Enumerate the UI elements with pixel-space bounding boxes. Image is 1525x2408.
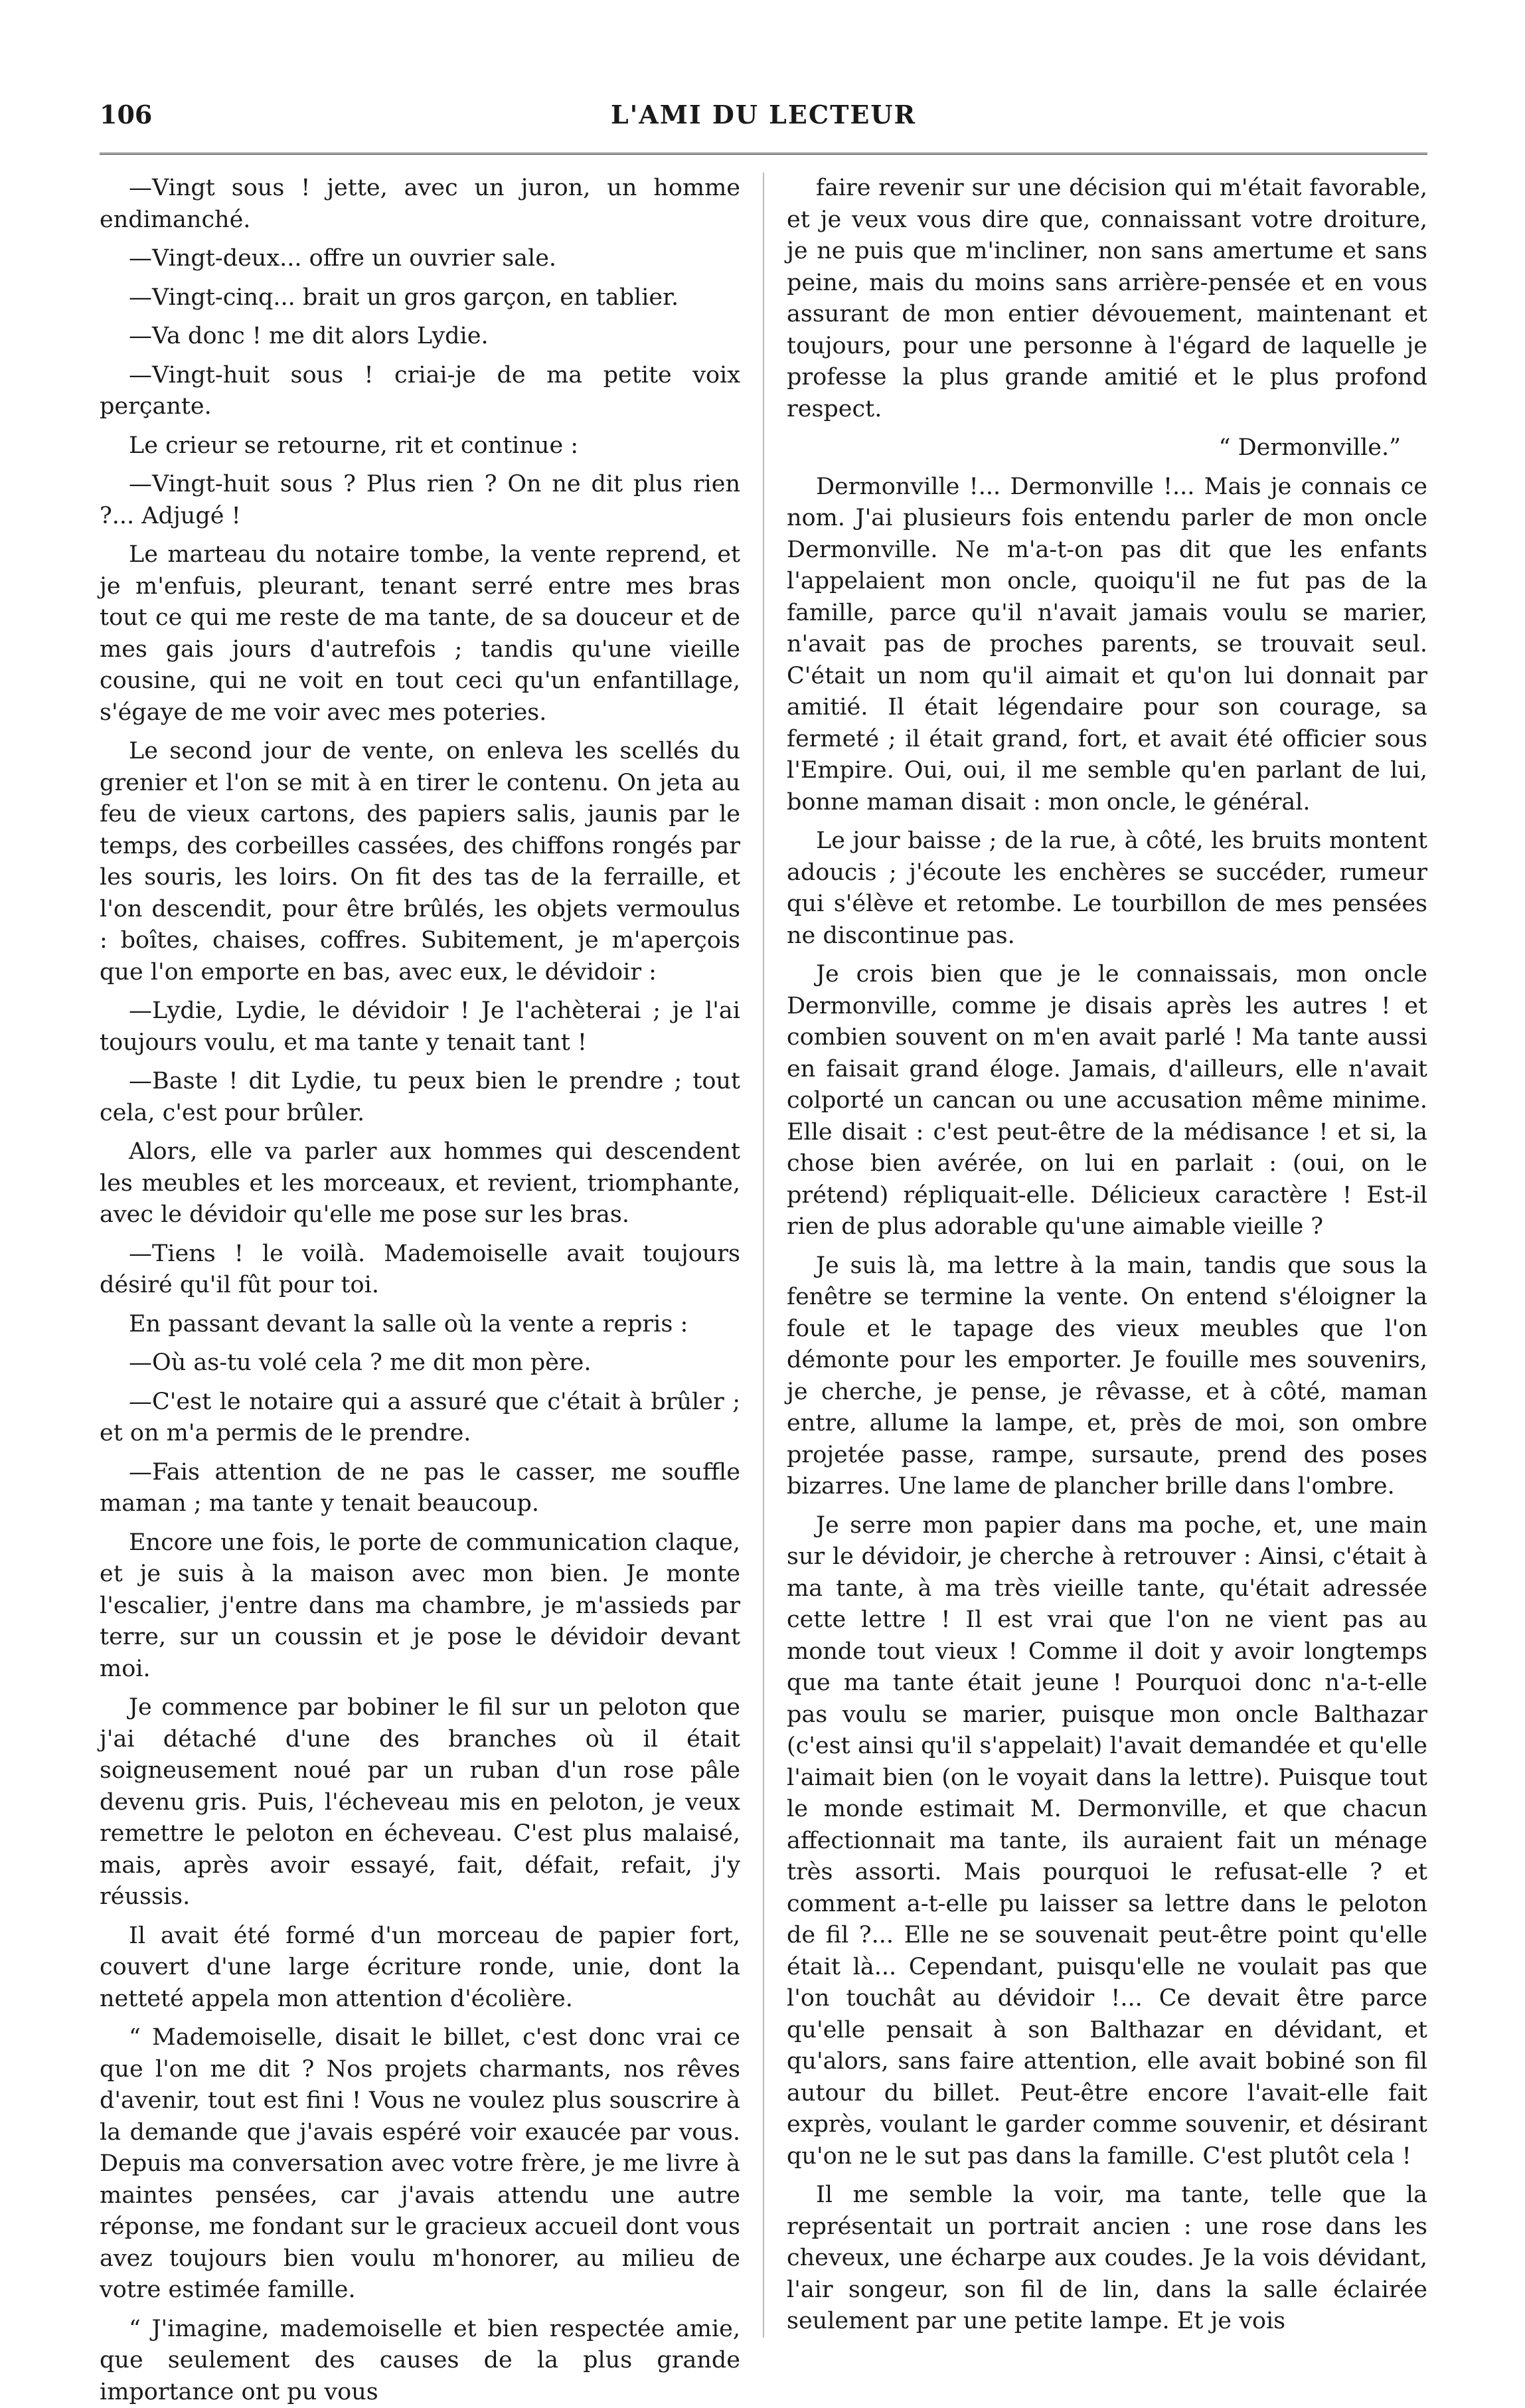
paragraph: —Vingt-deux... offre un ouvrier sale. (100, 243, 740, 275)
paragraph: Alors, elle va parler aux hommes qui descendent les meubles et les morceaux, et revient, triomphante, avec le dévidoir qu'elle me pose sur les bras. (100, 1136, 740, 1231)
letter-signature: “ Dermonville.” (787, 432, 1427, 464)
text-columns (100, 173, 1427, 2338)
page-header (100, 100, 1427, 146)
paragraph: Je commence par bobiner le fil sur un peloton que j'ai détaché d'une des branches où il était soigneusement noué par un ruban d'un rose pâle devenu gris. Puis, l'écheveau mis en peloton, je veux remettre le peloton en écheveau. C'est plus malaisé, mais, après avoir essayé, fait, défait, refait, j'y réussis. (100, 1692, 740, 1913)
page (100, 100, 1427, 2338)
paragraph: —Lydie, Lydie, le dévidoir ! Je l'achèterai ; je l'ai toujours voulu, et ma tante y tenait tant ! (100, 995, 740, 1059)
right-column (787, 173, 1427, 2338)
header-rule (100, 153, 1427, 155)
paragraph: —C'est le notaire qui a assuré que c'était à brûler ; et on m'a permis de le prendre. (100, 1387, 740, 1450)
paragraph: —Fais attention de ne pas le casser, me souffle maman ; ma tante y tenait beaucoup. (100, 1457, 740, 1520)
paragraph: —Tiens ! le voilà. Mademoiselle avait toujours désiré qu'il fût pour toi. (100, 1239, 740, 1302)
paragraph: —Vingt-huit sous ? Plus rien ? On ne dit plus rien ?... Adjugé ! (100, 469, 740, 532)
paragraph: Il avait été formé d'un morceau de papier fort, couvert d'une large écriture ronde, unie, dont la netteté appela mon attention d'écolière. (100, 1921, 740, 2016)
paragraph: Le marteau du notaire tombe, la vente reprend, et je m'enfuis, pleurant, tenant serré entre mes bras tout ce qui me reste de ma tante, de sa douceur et de mes gais jours d'autrefois ; tandis qu'une vieille cousine, qui ne voit en tout ceci qu'un enfantillage, s'égaye de me voir avec mes poteries. (100, 539, 740, 729)
paragraph: —Vingt sous ! jette, avec un juron, un homme endimanché. (100, 173, 740, 236)
paragraph: Je crois bien que je le connaissais, mon oncle Dermonville, comme je disais après les autres ! et combien souvent on m'en avait parlé ! Ma tante aussi en faisait grand éloge. Jamais, d'ailleurs, elle n'avait colporté un cancan ou une accusation même minime. Elle disait : c'est peut-être de la médisance ! et si, la chose bien avérée, on lui en parlait : (oui, on le prétend) répliquait-elle. Délicieux caractère ! Est-il rien de plus adorable qu'une aimable vieille ? (787, 959, 1427, 1243)
paragraph: En passant devant la salle où la vente a repris : (100, 1309, 740, 1341)
paragraph: Dermonville !... Dermonville !... Mais je connais ce nom. J'ai plusieurs fois entendu parler de mon oncle Dermonville. Ne m'a-t-on pas dit que les enfants l'appelaient mon oncle, quoiqu'il ne fut pas de la famille, parce qu'il n'avait jamais voulu se marier, n'avait pas de proches parents, se trouvait seul. C'était un nom qu'il aimait et qu'on lui donnait par amitié. Il était légendaire pour son courage, sa fermeté ; il était grand, fort, et avait été officier sous l'Empire. Oui, oui, il me semble qu'en parlant de lui, bonne maman disait : mon oncle, le général. (787, 472, 1427, 819)
left-column (100, 173, 740, 2338)
column-divider (763, 173, 764, 2338)
paragraph: Il me semble la voir, ma tante, telle que la représentait un portrait ancien : une rose dans les cheveux, une écharpe aux coudes. Je la vois dévidant, l'air songeur, son fil de lin, dans la salle éclairée seulement par une petite lampe. Et je vois (787, 2180, 1427, 2338)
paragraph: Le second jour de vente, on enleva les scellés du grenier et l'on se mit à en tirer le contenu. On jeta au feu de vieux cartons, des papiers salis, jaunis par le temps, des corbeilles cassées, des chiffons rongés par les souris, les loirs. On fit des tas de la ferraille, et l'on descendit, pour être brûlés, les objets vermoulus : boîtes, chaises, coffres. Subitement, je m'aperçois que l'on emporte en bas, avec eux, le dévidoir : (100, 736, 740, 988)
paragraph: —Où as-tu volé cela ? me dit mon père. (100, 1347, 740, 1379)
paragraph: Je suis là, ma lettre à la main, tandis que sous la fenêtre se termine la vente. On entend s'éloigner la foule et le tapage des vieux meubles que l'on démonte pour les emporter. Je fouille mes souvenirs, je cherche, je pense, je rêvasse, et à côté, maman entre, allume la lampe, et, près de moi, son ombre projetée passe, rampe, sursaute, prend des poses bizarres. Une lame de plancher brille dans l'ombre. (787, 1250, 1427, 1503)
paragraph: faire revenir sur une décision qui m'était favorable, et je veux vous dire que, connaissant votre droiture, je ne puis que m'incliner, non sans amertume et sans peine, mais du moins sans arrière-pensée et en vous assurant de mon entier dévouement, maintenant et toujours, pour une personne à l'égard de laquelle je professe la plus grande amitié et le plus profond respect. (787, 173, 1427, 425)
paragraph: Encore une fois, le porte de communication claque, et je suis à la maison avec mon bien. Je monte l'escalier, j'entre dans ma chambre, je m'assieds par terre, sur un coussin et je pose le dévidoir devant moi. (100, 1527, 740, 1685)
paragraph: —Vingt-cinq... brait un gros garçon, en tablier. (100, 282, 740, 314)
paragraph: —Va donc ! me dit alors Lydie. (100, 321, 740, 353)
paragraph: “ J'imagine, mademoiselle et bien respectée amie, que seulement des causes de la plus grande importance ont pu vous (100, 2314, 740, 2408)
paragraph: —Baste ! dit Lydie, tu peux bien le prendre ; tout cela, c'est pour brûler. (100, 1066, 740, 1129)
paragraph: —Vingt-huit sous ! criai-je de ma petite voix perçante. (100, 360, 740, 423)
page-number: 106 (100, 100, 152, 129)
paragraph: Le crieur se retourne, rit et continue : (100, 430, 740, 462)
journal-title: L'AMI DU LECTEUR (100, 100, 1427, 129)
paragraph: Le jour baisse ; de la rue, à côté, les bruits montent adoucis ; j'écoute les enchères se succéder, rumeur qui s'élève et retombe. Le tourbillon de mes pensées ne discontinue pas. (787, 825, 1427, 952)
paragraph: “ Mademoiselle, disait le billet, c'est donc vrai ce que l'on me dit ? Nos projets charmants, nos rêves d'avenir, tout est fini ! Vous ne voulez plus souscrire à la demande que j'avais espéré voir exaucée par vous. Depuis ma conversation avec votre frère, je me livre à maintes pensées, car j'avais attendu une autre réponse, me fondant sur le gracieux accueil dont vous avez toujours bien voulu m'honorer, au milieu de votre estimée famille. (100, 2022, 740, 2306)
paragraph: Je serre mon papier dans ma poche, et, une main sur le dévidoir, je cherche à retrouver : Ainsi, c'était à ma tante, à ma très vieille tante, qu'était adressée cette lettre ! Il est vrai que l'on ne vient pas au monde tout vieux ! Comme il doit y avoir longtemps que ma tante était jeune ! Pourquoi donc n'a-t-elle pas voulu se marier, puisque mon oncle Balthazar (c'est ainsi qu'il s'appelait) l'avait demandée et qu'elle l'aimait bien (on le voyait dans la lettre). Puisque tout le monde estimait M. Dermonville, et que chacun affectionnait ma tante, ils auraient fait un ménage très assorti. Mais pourquoi le refusat-elle ? et comment a-t-elle pu laisser sa lettre dans le peloton de fil ?... Elle ne se souvenait peut-être point qu'elle était là... Cependant, puisqu'elle ne voulait pas que l'on touchât au dévidoir !... Ce devait être parce qu'elle pensait à son Balthazar en dévidant, et qu'alors, sans faire attention, elle avait bobiné son fil autour du billet. Peut-être encore l'avait-elle fait exprès, voulant le garder comme souvenir, et désirant qu'on ne le sut pas dans la famille. C'est plutôt cela ! (787, 1510, 1427, 2173)
